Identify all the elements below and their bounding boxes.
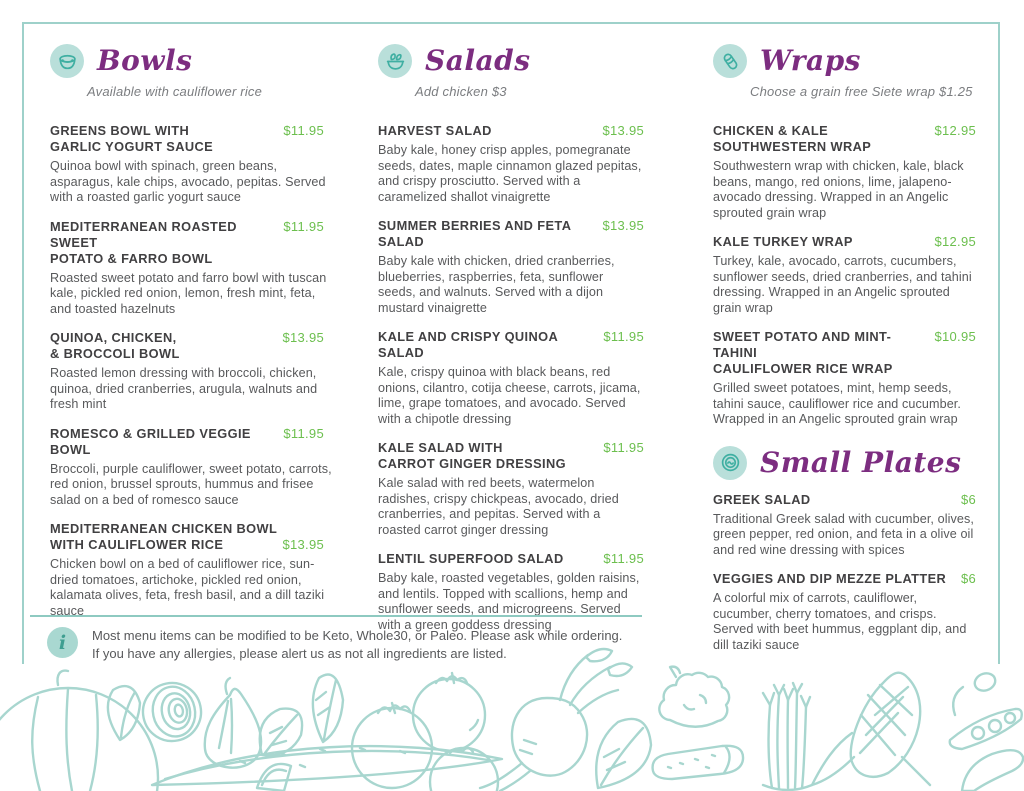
item-header (378, 123, 644, 139)
section-salads (378, 44, 644, 633)
section-header (50, 44, 338, 78)
column-middle (378, 44, 644, 646)
item-price: $6 (960, 491, 976, 507)
column-left (50, 44, 338, 632)
vegetable-illustration-band (0, 645, 1024, 791)
tomatoes-illustration (352, 673, 498, 791)
item-header (50, 330, 338, 362)
item-list (50, 123, 338, 619)
item-name-line: GARLIC YOGURT SAUCE (50, 139, 214, 154)
section-title: Salads (425, 44, 531, 77)
section-small-plates (713, 446, 976, 654)
menu-item (50, 330, 338, 413)
note-line-1: Most menu items can be modified to be Keto, Whole30, or Paleo. Please ask while ordering. (92, 628, 623, 643)
big-leaf-illustration (596, 719, 651, 788)
item-name-line: MEDITERRANEAN CHICKEN BOWL (50, 521, 278, 536)
item-name-line: CAULIFLOWER RICE WRAP (713, 361, 893, 376)
item-price: $12.95 (934, 234, 976, 249)
item-name-line: CARROT GINGER DRESSING (378, 456, 566, 471)
item-list (713, 123, 976, 428)
item-name-line: KALE SALAD WITH (378, 440, 503, 455)
cauliflower-illustration (659, 667, 729, 727)
item-header (713, 329, 976, 377)
menu-item (713, 571, 976, 653)
section-title: Wraps (760, 44, 861, 77)
item-name-line: KALE AND CRISPY QUINOA SALAD (378, 329, 558, 360)
menu-item (50, 521, 338, 619)
wrap-icon (713, 44, 747, 78)
item-description: Baby kale, roasted vegetables, golden raisins, and lentils. Topped with scallions, hemp and sunflower seeds, and microgreens. Served with a green goddess dressing (378, 571, 640, 632)
item-price: $11.95 (603, 440, 644, 455)
bowl-icon (50, 44, 84, 78)
item-name-line: KALE TURKEY WRAP (713, 234, 853, 249)
menu-item (713, 123, 976, 221)
item-header (713, 123, 976, 155)
item-header (378, 551, 644, 567)
item-name-line: CHICKEN & KALE (713, 123, 829, 138)
menu-item (50, 426, 338, 509)
leaves-illustration (260, 674, 343, 755)
item-name (50, 330, 180, 362)
item-name (50, 521, 277, 553)
item-name-line: GREEK SALAD (713, 491, 811, 507)
menu-item (713, 234, 976, 316)
item-name (378, 123, 492, 139)
menu-item (378, 123, 644, 205)
item-header (713, 234, 976, 250)
item-name (713, 492, 811, 508)
item-header (50, 521, 338, 553)
item-price: $13.95 (602, 218, 644, 233)
item-name (378, 218, 602, 250)
item-price: $11.95 (603, 551, 644, 566)
menu-item (378, 440, 644, 538)
item-description: Chicken bowl on a bed of cauliflower rice, sun-dried tomatoes, artichoke, pickled red onion, kalamata olives, feta, fresh basil, and a dill taziki sauce (50, 557, 325, 618)
celery-illustration (763, 683, 812, 790)
item-description: Turkey, kale, avocado, carrots, cucumbers, sunflower seeds, dried cranberries, and tahini dressing. Wrapped in an Angelic sprouted grain wrap (713, 254, 972, 315)
item-description: Grilled sweet potatoes, mint, hemp seeds, tahini sauce, cauliflower rice and cucumber. Wrapped in an Angelic sprouted grain wrap (713, 381, 962, 426)
item-name-line: GREENS BOWL WITH (50, 123, 190, 138)
pea-pods-illustration (950, 673, 1023, 791)
column-right (713, 44, 976, 666)
section-subtitle: Available with cauliflower rice (87, 84, 263, 99)
menu-item (713, 492, 976, 559)
item-description: Baby kale, honey crisp apples, pomegranate seeds, dates, maple cinnamon glazed pepitas, and crispy prosciutto. Served with a caramelized shallot vinaigrette (378, 143, 642, 204)
item-price: $11.95 (283, 123, 324, 138)
item-name (50, 123, 213, 155)
item-header (378, 329, 644, 361)
item-name (713, 234, 853, 250)
section-subtitle: Add chicken $3 (415, 84, 507, 99)
item-list (713, 492, 976, 654)
item-price: $6 (960, 571, 976, 586)
item-header (50, 426, 338, 458)
item-name-line: VEGGIES AND DIP MEZZE PLATTER (713, 571, 947, 586)
section-subtitle: Choose a grain free Siete wrap $1.25 (750, 84, 973, 99)
item-description: Quinoa bowl with spinach, green beans, asparagus, kale chips, avocado, pepitas. Served with a roasted garlic yogurt sauce (50, 159, 326, 204)
info-icon: i (47, 627, 78, 658)
item-description: Baby kale with chicken, dried cranberries, blueberries, raspberries, feta, sunflower seeds, and walnuts. Served with a dijon mustard vinaigrette (378, 254, 615, 315)
item-price: $10.95 (934, 329, 976, 344)
item-name-line: ROMESCO & GRILLED VEGGIE BOWL (50, 425, 251, 457)
item-price: $11.95 (283, 425, 324, 441)
item-header (378, 440, 644, 472)
item-price: $11.95 (283, 218, 324, 234)
fruit-wedge-illustration (257, 764, 291, 791)
item-name-line: HARVEST SALAD (378, 123, 492, 138)
item-description: Roasted lemon dressing with broccoli, chicken, quinoa, dried cranberries, arugula, walnuts and fresh mint (50, 366, 318, 411)
item-header (50, 219, 338, 267)
menu-item (378, 329, 644, 427)
item-description: Roasted sweet potato and farro bowl with tuscan kale, pickled red onion, lemon, fresh mint, feta, and toasted hazelnuts (50, 270, 327, 316)
section-header (378, 44, 644, 78)
item-list (378, 123, 644, 633)
item-price: $11.95 (603, 329, 644, 344)
item-description: Broccoli, purple cauliflower, sweet potato, carrots, red onion, brussel sprouts, hummus and frisee salad on a bed of romesco sauce (50, 461, 332, 507)
item-price: $13.95 (282, 330, 324, 345)
menu-item (50, 123, 338, 206)
salad-icon (378, 44, 412, 78)
item-name-line: SUMMER BERRIES AND FETA SALAD (378, 218, 571, 249)
section-title: Small Plates (760, 445, 962, 479)
item-name-line: QUINOA, CHICKEN, (50, 330, 177, 345)
item-header (713, 571, 976, 587)
item-name (50, 426, 283, 458)
item-description: A colorful mix of carrots, cauliflower, cucumber, cherry tomatoes, and crisps. Served with beet hummus, eggplant dip, and dill taziki sauce (713, 591, 967, 652)
section-wraps (713, 44, 976, 428)
item-description: Kale salad with red beets, watermelon radishes, crispy chickpeas, avocado, dried cranberries, and pepitas. Served with a roasted carrot ginger dressing (378, 476, 619, 537)
item-name-line: LENTIL SUPERFOOD SALAD (378, 551, 564, 566)
item-name-line: & BROCCOLI BOWL (50, 346, 180, 361)
garlic-illustration (205, 678, 261, 768)
menu-item (713, 329, 976, 428)
item-name (713, 123, 871, 155)
section-header (713, 44, 976, 78)
leaf-illustration (108, 686, 140, 740)
plate-icon (713, 446, 747, 480)
item-name (713, 571, 946, 587)
item-name (713, 329, 934, 377)
cucumber-illustration (653, 746, 743, 779)
item-price: $13.95 (282, 537, 324, 552)
item-description: Traditional Greek salad with cucumber, olives, green pepper, red onion, and feta in a olive oil and red wine dressing with spices (713, 511, 975, 557)
item-name-line: POTATO & FARRO BOWL (50, 250, 213, 266)
section-title: Bowls (97, 44, 193, 77)
item-name (378, 551, 564, 567)
note-line-2: If you have any allergies, please alert us as not all ingredients are listed. (92, 646, 507, 661)
menu-item (50, 219, 338, 318)
item-description: Southwestern wrap with chicken, kale, black beans, mango, red onions, lime, jalapeno-avocado dressing. Wrapped in an Angelic sprouted grain wrap (713, 159, 964, 220)
item-name (378, 329, 603, 361)
item-header (50, 123, 338, 155)
section-header (713, 446, 976, 480)
item-name-line: MEDITERRANEAN ROASTED SWEET (50, 218, 237, 250)
item-name-line: SWEET POTATO AND MINT-TAHINI (713, 329, 892, 360)
item-description: Kale, crispy quinoa with black beans, red onions, cilantro, cotija cheese, carrots, jicama, lime, grape tomatoes, and avocado. Served with a chipotle dressing (378, 365, 641, 426)
item-name (50, 219, 283, 267)
section-bowls (50, 44, 338, 619)
menu-item (378, 218, 644, 316)
item-price: $13.95 (602, 123, 644, 138)
item-header (713, 492, 976, 508)
watermelon-illustration (0, 671, 158, 791)
item-price: $12.95 (934, 123, 976, 138)
corn-illustration (812, 673, 930, 785)
item-name-line: WITH CAULIFLOWER RICE (50, 537, 224, 552)
item-header (378, 218, 644, 250)
item-name (378, 440, 566, 472)
item-name-line: SOUTHWESTERN WRAP (713, 139, 872, 154)
